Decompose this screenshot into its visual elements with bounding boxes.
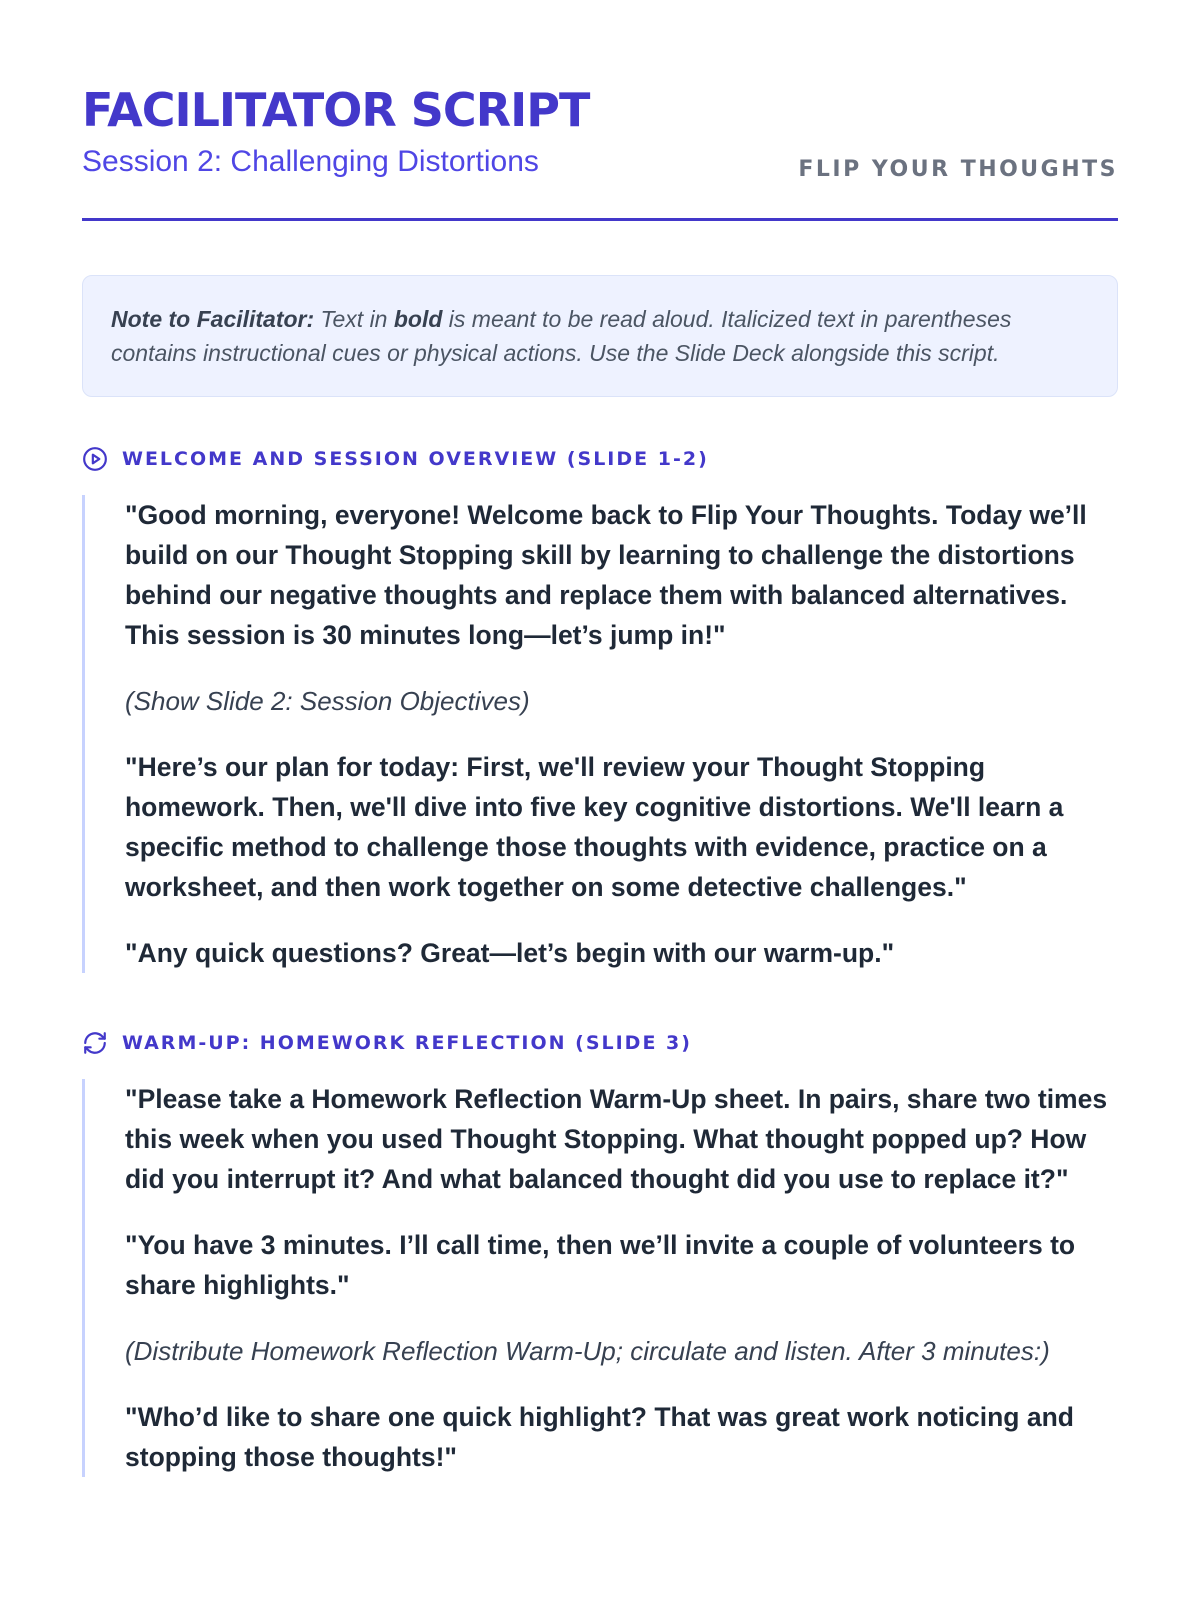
instruction-cue: (Distribute Homework Reflection Warm-Up; circulate and listen. After 3 minutes:) — [125, 1336, 1050, 1366]
section-heading-welcome — [82, 445, 1118, 473]
instruction-cue: (Show Slide 2: Session Objectives) — [125, 686, 530, 716]
read-aloud-text: "Good morning, everyone! Welcome back to Flip Your Thoughts. Today we’ll build on our Thought Stopping skill by learning to challenge the distortions behind our negative thoughts and replace them with balanced alternatives. This session is 30 minutes long—let’s jump in!" — [125, 500, 1087, 650]
note-text-2: is meant to be read aloud. Italicized text in parentheses contains instructional cues or physical actions. Use the Slide Deck alongside this script. — [111, 306, 1012, 366]
read-aloud-text: "Any quick questions? Great—let’s begin with our warm-up." — [125, 938, 895, 968]
page-title: FACILITATOR SCRIPT — [82, 83, 590, 137]
brand-name: FLIP YOUR THOUGHTS — [798, 157, 1118, 182]
read-aloud-text: "Who’d like to share one quick highlight? That was great work noticing and stopping those thoughts!" — [125, 1402, 1074, 1472]
play-circle-icon — [82, 446, 108, 472]
facilitator-note — [82, 275, 1118, 397]
script-block-warm-up — [82, 1079, 1118, 1477]
page-subtitle: Session 2: Challenging Distortions — [82, 145, 539, 178]
read-aloud-text: "Please take a Homework Reflection Warm-Up sheet. In pairs, share two times this week when you used Thought Stopping. What thought popped up? How did you interrupt it? And what balanced thought did you use to replace it?" — [125, 1084, 1108, 1194]
header — [82, 0, 1118, 221]
read-aloud-text: "Here’s our plan for today: First, we'll review your Thought Stopping homework. Then, we'll dive into five key cognitive distortions. We'll learn a specific method to challenge those thoughts with evidence, practice on a worksheet, and then work together on some detective challenges." — [125, 752, 1064, 902]
note-bold-word: bold — [393, 306, 443, 332]
section-title: WARM-UP: HOMEWORK REFLECTION (SLIDE 3) — [122, 1032, 692, 1054]
script-block-welcome — [82, 495, 1118, 973]
section-title: WELCOME AND SESSION OVERVIEW (SLIDE 1-2) — [122, 448, 709, 470]
read-aloud-text: "You have 3 minutes. I’ll call time, then we’ll invite a couple of volunteers to share highlights." — [125, 1230, 1076, 1300]
section-heading-warm-up — [82, 1029, 1118, 1057]
note-label: Note to Facilitator: — [111, 306, 315, 332]
refresh-icon — [82, 1030, 108, 1056]
note-text-1: Text in — [314, 306, 394, 332]
